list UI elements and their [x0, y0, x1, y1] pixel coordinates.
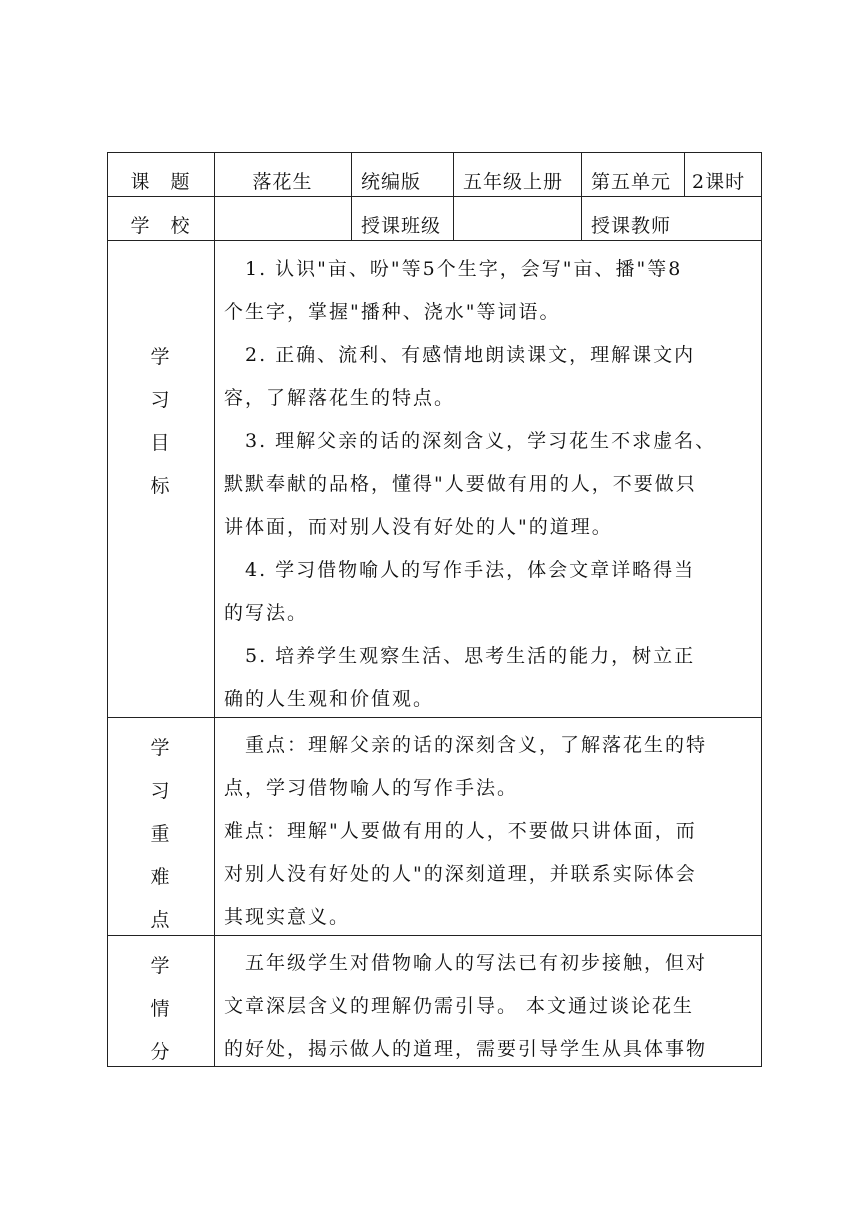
objectives-line: 个生字，掌握"播种、浇水"等词语。: [224, 301, 561, 323]
key-points-text: [224, 724, 759, 939]
objectives-line: 5. 培养学生观察生活、思考生活的能力，树立正: [224, 645, 696, 667]
objectives-line: 默默奉献的品格，懂得"人要做有用的人，不要做只: [224, 473, 697, 495]
col-divider: [684, 152, 685, 196]
lesson-title: 落花生: [252, 171, 313, 193]
objectives-line: 的写法。: [224, 602, 309, 624]
analysis-line: 文章深层含义的理解仍需引导。 本文通过谈论花生: [224, 995, 695, 1017]
objectives-line: 3. 理解父亲的话的深刻含义，学习花生不求虚名、: [224, 430, 717, 452]
class-hours: 2课时: [692, 171, 746, 193]
col-divider: [453, 152, 454, 240]
key-points-line: 重点：理解父亲的话的深刻含义，了解落花生的特: [224, 734, 708, 756]
key-points-label-char: 重: [150, 823, 170, 845]
key-points-label-char: 难: [150, 866, 170, 888]
analysis-text: [224, 942, 759, 1071]
col-divider: [214, 152, 215, 1067]
key-points-line: 对别人没有好处的人"的深刻道理，并联系实际体会: [224, 863, 697, 885]
key-points-label-char: 点: [150, 909, 170, 931]
key-points-label-char: 学: [150, 737, 170, 759]
school-label: 学 校: [130, 215, 191, 237]
objectives-text: [224, 248, 759, 721]
table-border: [107, 152, 762, 153]
col-divider: [581, 152, 582, 240]
analysis-label-char: 学: [150, 955, 170, 977]
objectives-label-char: 习: [150, 389, 170, 411]
table-border: [761, 152, 762, 1067]
objectives-label-char: 学: [150, 346, 170, 368]
analysis-label-char: 情: [150, 998, 170, 1020]
objectives-line: 2. 正确、流利、有感情地朗读课文，理解课文内: [224, 344, 696, 366]
key-points-line: 难点：理解"人要做有用的人，不要做只讲体面，而: [224, 820, 697, 842]
key-points-label-char: 习: [150, 780, 170, 802]
row-divider: [107, 196, 762, 197]
col-divider: [351, 152, 352, 240]
analysis-line: 的好处，揭示做人的道理，需要引导学生从具体事物: [224, 1038, 708, 1060]
row-divider: [107, 240, 762, 241]
edition: 统编版: [361, 171, 422, 193]
objectives-line: 容，了解落花生的特点。: [224, 387, 456, 409]
objectives-line: 确的人生观和价值观。: [224, 688, 435, 710]
objectives-line: 讲体面，而对别人没有好处的人"的道理。: [224, 516, 613, 538]
unit: 第五单元: [591, 171, 672, 193]
key-points-line: 点，学习借物喻人的写作手法。: [224, 777, 519, 799]
objectives-label-char: 目: [150, 432, 170, 454]
objectives-label-char: 标: [150, 475, 170, 497]
analysis-label-char: 分: [150, 1041, 170, 1063]
objectives-line: 1. 认识"亩、吩"等5个生字，会写"亩、播"等8: [224, 258, 683, 280]
grade: 五年级上册: [463, 171, 564, 193]
teacher-label: 授课教师: [591, 215, 672, 237]
topic-label: 课 题: [130, 171, 191, 193]
key-points-line: 其现实意义。: [224, 906, 351, 928]
objectives-line: 4. 学习借物喻人的写作手法，体会文章详略得当: [224, 559, 696, 581]
class-label: 授课班级: [361, 215, 442, 237]
analysis-line: 五年级学生对借物喻人的写法已有初步接触，但对: [224, 952, 708, 974]
